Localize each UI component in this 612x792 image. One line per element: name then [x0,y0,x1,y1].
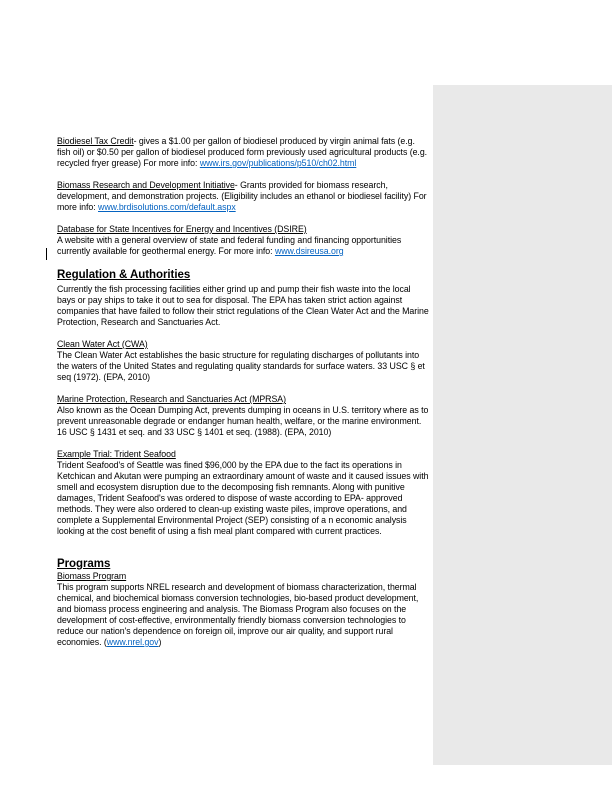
tracked-change-bar [46,248,47,260]
paragraph-biomass-program [57,571,430,648]
biomass-program-close-paren: ) [158,637,162,647]
biomass-rd-initiative-title: Biomass Research and Development Initiative [57,180,235,190]
biomass-rd-initiative-text: - Grants provided for biomass research, development, and demonstration projects. (Eligibility includes an ethanol or biodiesel facility) For more info: [57,180,427,212]
paragraph-biodiesel-tax-credit [57,136,430,169]
paragraph-dsire [57,224,430,257]
dsire-title: Database for State Incentives for Energy and Incentives (DSIRE) [57,224,307,234]
regulation-authorities-heading: Regulation & Authorities [57,269,191,281]
clean-water-act-text: The Clean Water Act establishes the basic structure for regulating discharges of pollutants into the waters of the United States and regulating quality standards for surface waters. 33 USC § et seq (1972). (EPA, 2010) [57,350,425,382]
brdisolutions-link[interactable]: www.brdisolutions.com/default.aspx [98,202,236,212]
regulation-intro-paragraph: Currently the fish processing facilities either grind up and pump their fish waste into the local bays or pay ships to take it out to sea for disposal. The EPA has taken strict action against companies that have failed to follow their strict regulations of the Clean Water Act and the Marine Protection, Research and Sanctuaries Act. [57,284,429,327]
review-markup-pane [433,85,612,765]
biomass-program-title: Biomass Program [57,571,127,581]
dsireusa-link[interactable]: www.dsireusa.org [274,246,344,256]
clean-water-act-title: Clean Water Act (CWA) [57,339,148,349]
mprsa-title: Marine Protection, Research and Sanctuaries Act (MPRSA) [57,394,287,404]
biodiesel-tax-credit-title: Biodiesel Tax Credit [57,136,134,146]
document-body [57,136,430,659]
dsire-text: A website with a general overview of state and federal funding and financing opportunities currently available for geothermal energy. For more info: [57,235,402,256]
biodiesel-tax-credit-text: - gives a $1.00 per gallon of biodiesel produced by virgin animal fats (e.g. fish oil) or $0.50 per gallon of biodiesel produced form previously used agricultural products (e.g. recycled fryer grease) For more info: [57,136,428,168]
programs-heading: Programs [57,558,111,570]
trident-seafood-text: Trident Seafood's of Seattle was fined $96,000 by the EPA due to the fact its operations in Ketchican and Akutan were pumping an extraordinary amount of waste and it caused issues with smell and ecosystem disruption due to the decomposing fish remnants. Along with punitive damages, Trident Seafood's was ordered to dispose of waste according to EPA- approved methods. They were also ordered to clean-up existing waste piles, improve operations, and complete a Supplemental Environmental Project (SEP) consisting of a n economic analysis looking at the cost benefit of using a fish meal plant compared with current practices. [57,460,429,536]
trident-seafood-title: Example Trial: Trident Seafood [57,449,176,459]
biomass-program-text: This program supports NREL research and development of biomass characterization, thermal chemical, and biochemical biomass conversion technologies, bio-based product development, and biomass process engineering and analysis. The Biomass Program also focuses on the development of cost-effective, environmentally friendly biomass conversion technologies to reduce our nation's dependence on foreign oil, improve our air quality, and support rural economies. ( [57,582,419,647]
paragraph-trident-seafood [57,449,430,537]
nrel-link[interactable]: www.nrel.gov [106,637,159,647]
paragraph-mprsa [57,394,430,438]
paragraph-biomass-rd-initiative [57,180,430,213]
paragraph-clean-water-act [57,339,430,383]
irs-publications-link[interactable]: www.irs.gov/publications/p510/ch02.html [199,158,357,168]
mprsa-text: Also known as the Ocean Dumping Act, prevents dumping in oceans in U.S. territory where as to prevent unreasonable degrade or endanger human health, welfare, or the marine environment. 16 USC § 1431 et seq. and 33 USC § 1401 et seq. (1988). (EPA, 2010) [57,405,429,437]
